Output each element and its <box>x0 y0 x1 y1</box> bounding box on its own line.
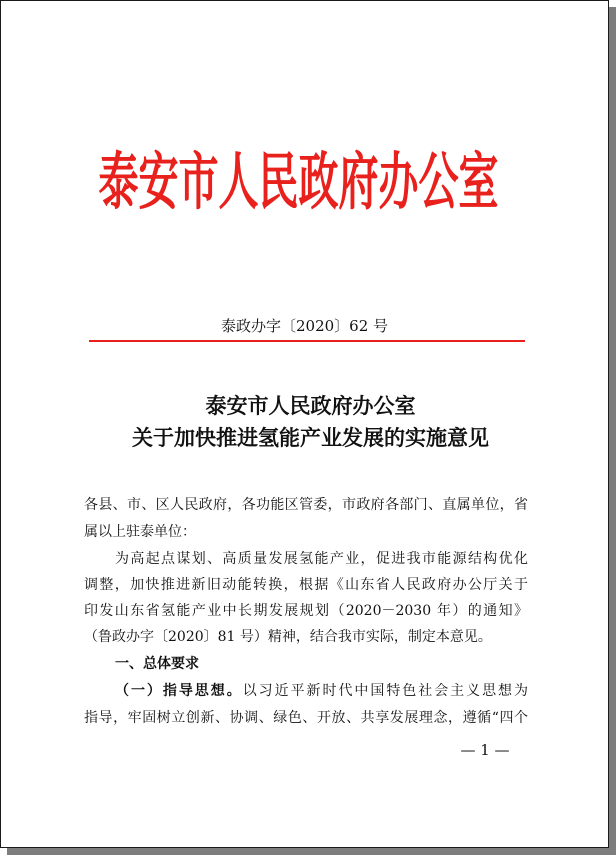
paragraph-line: 印发山东省氢能产业中长期发展规划（2020－2030 年）的通知》 <box>84 603 528 619</box>
addressee-line: 属以上驻泰单位： <box>84 524 196 540</box>
document-title-line-1: 泰安市人民政府办公室 <box>205 393 416 418</box>
paragraph-line: 为高起点谋划、高质量发展氢能产业，促进我市能源结构优化 <box>115 551 528 567</box>
paragraph-line: （鲁政办字〔2020〕81 号）精神，结合我市实际，制定本意见。 <box>84 629 492 645</box>
paragraph-line: 调整，加快推进新旧动能转换，根据《山东省人民政府办公厅关于 <box>84 577 528 593</box>
document-title-line-2: 关于加快推进氢能产业发展的实施意见 <box>132 425 489 450</box>
red-separator-rule <box>89 340 525 342</box>
addressee-line: 各县、市、区人民政府，各功能区管委，市政府各部门、直属单位，省 <box>84 497 528 513</box>
paragraph-line: 指导，牢固树立创新、协调、绿色、开放、共享发展理念，遵循“四个 <box>84 710 528 726</box>
paragraph-text: 以习近平新时代中国特色社会主义思想为 <box>242 683 528 699</box>
page-number: — 1 — <box>460 741 510 759</box>
document-number: 泰政办字〔2020〕62 号 <box>220 317 389 335</box>
paragraph-lead: （一）指导思想。 <box>115 683 243 699</box>
letterhead-issuer-title: 泰安市人民政府办公室 <box>98 145 499 219</box>
paragraph-line <box>115 681 528 701</box>
section-heading: 一、总体要求 <box>115 656 199 672</box>
